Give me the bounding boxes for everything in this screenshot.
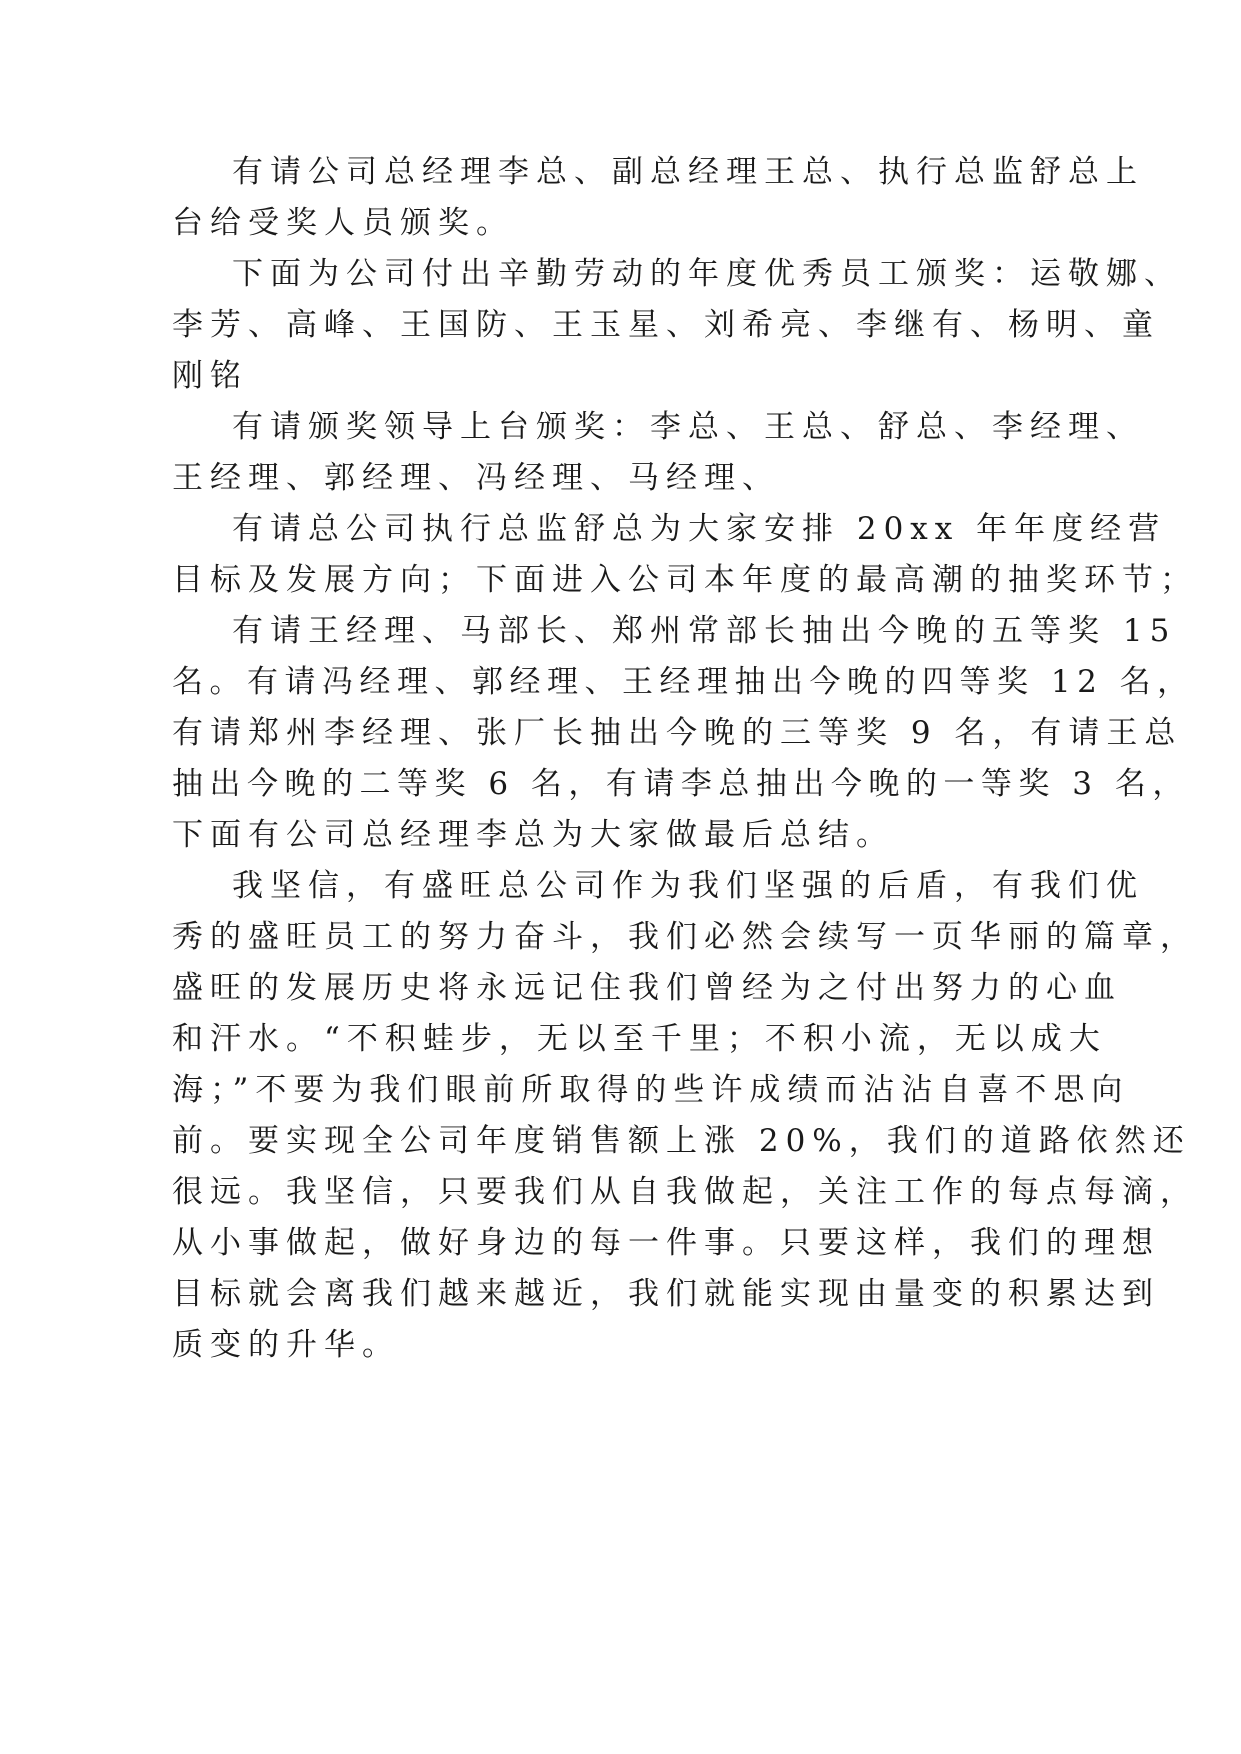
text-line: 有请公司总经理李总、副总经理王总、执行总监舒总上 [232, 154, 1144, 190]
text-line: 台给受奖人员颁奖。 [172, 205, 514, 241]
text-line: 抽出今晚的二等奖 6 名，有请李总抽出今晚的一等奖 3 名， [172, 766, 1190, 802]
text-line: 有请郑州李经理、张厂长抽出今晚的三等奖 9 名，有请王总 [172, 715, 1183, 751]
text-line: 海；”不要为我们眼前所取得的些许成绩而沾沾自喜不思向 [172, 1072, 1130, 1108]
text-line: 下面为公司付出辛勤劳动的年度优秀员工颁奖：运敬娜、 [232, 256, 1182, 292]
text-line: 秀的盛旺员工的努力奋斗，我们必然会续写一页华丽的篇章， [172, 919, 1198, 955]
text-line: 很远。我坚信，只要我们从自我做起，关注工作的每点每滴， [172, 1174, 1198, 1210]
text-line: 王经理、郭经理、冯经理、马经理、 [172, 460, 780, 496]
text-line: 有请颁奖领导上台颁奖：李总、王总、舒总、李经理、 [232, 409, 1144, 445]
text-line: 和汗水。“不积蛙步，无以至千里；不积小流，无以成大 [172, 1021, 1107, 1057]
text-line: 有请王经理、马部长、郑州常部长抽出今晚的五等奖 15 [232, 613, 1177, 649]
text-line: 有请总公司执行总监舒总为大家安排 20xx 年年度经营 [232, 511, 1167, 547]
text-line: 目标及发展方向；下面进入公司本年度的最高潮的抽奖环节； [172, 562, 1198, 598]
text-line: 我坚信，有盛旺总公司作为我们坚强的后盾，有我们优 [232, 868, 1144, 904]
text-line: 前。要实现全公司年度销售额上涨 20%，我们的道路依然还 [172, 1123, 1191, 1159]
text-line: 目标就会离我们越来越近，我们就能实现由量变的积累达到 [172, 1276, 1160, 1312]
text-line: 名。有请冯经理、郭经理、王经理抽出今晚的四等奖 12 名， [172, 664, 1195, 700]
text-line: 刚铭 [172, 358, 248, 394]
text-line: 下面有公司总经理李总为大家做最后总结。 [172, 817, 894, 853]
text-line: 李芳、高峰、王国防、王玉星、刘希亮、李继有、杨明、童 [172, 307, 1160, 343]
text-line: 盛旺的发展历史将永远记住我们曾经为之付出努力的心血 [172, 970, 1122, 1006]
text-line: 质变的升华。 [172, 1327, 400, 1363]
text-line: 从小事做起，做好身边的每一件事。只要这样，我们的理想 [172, 1225, 1160, 1261]
